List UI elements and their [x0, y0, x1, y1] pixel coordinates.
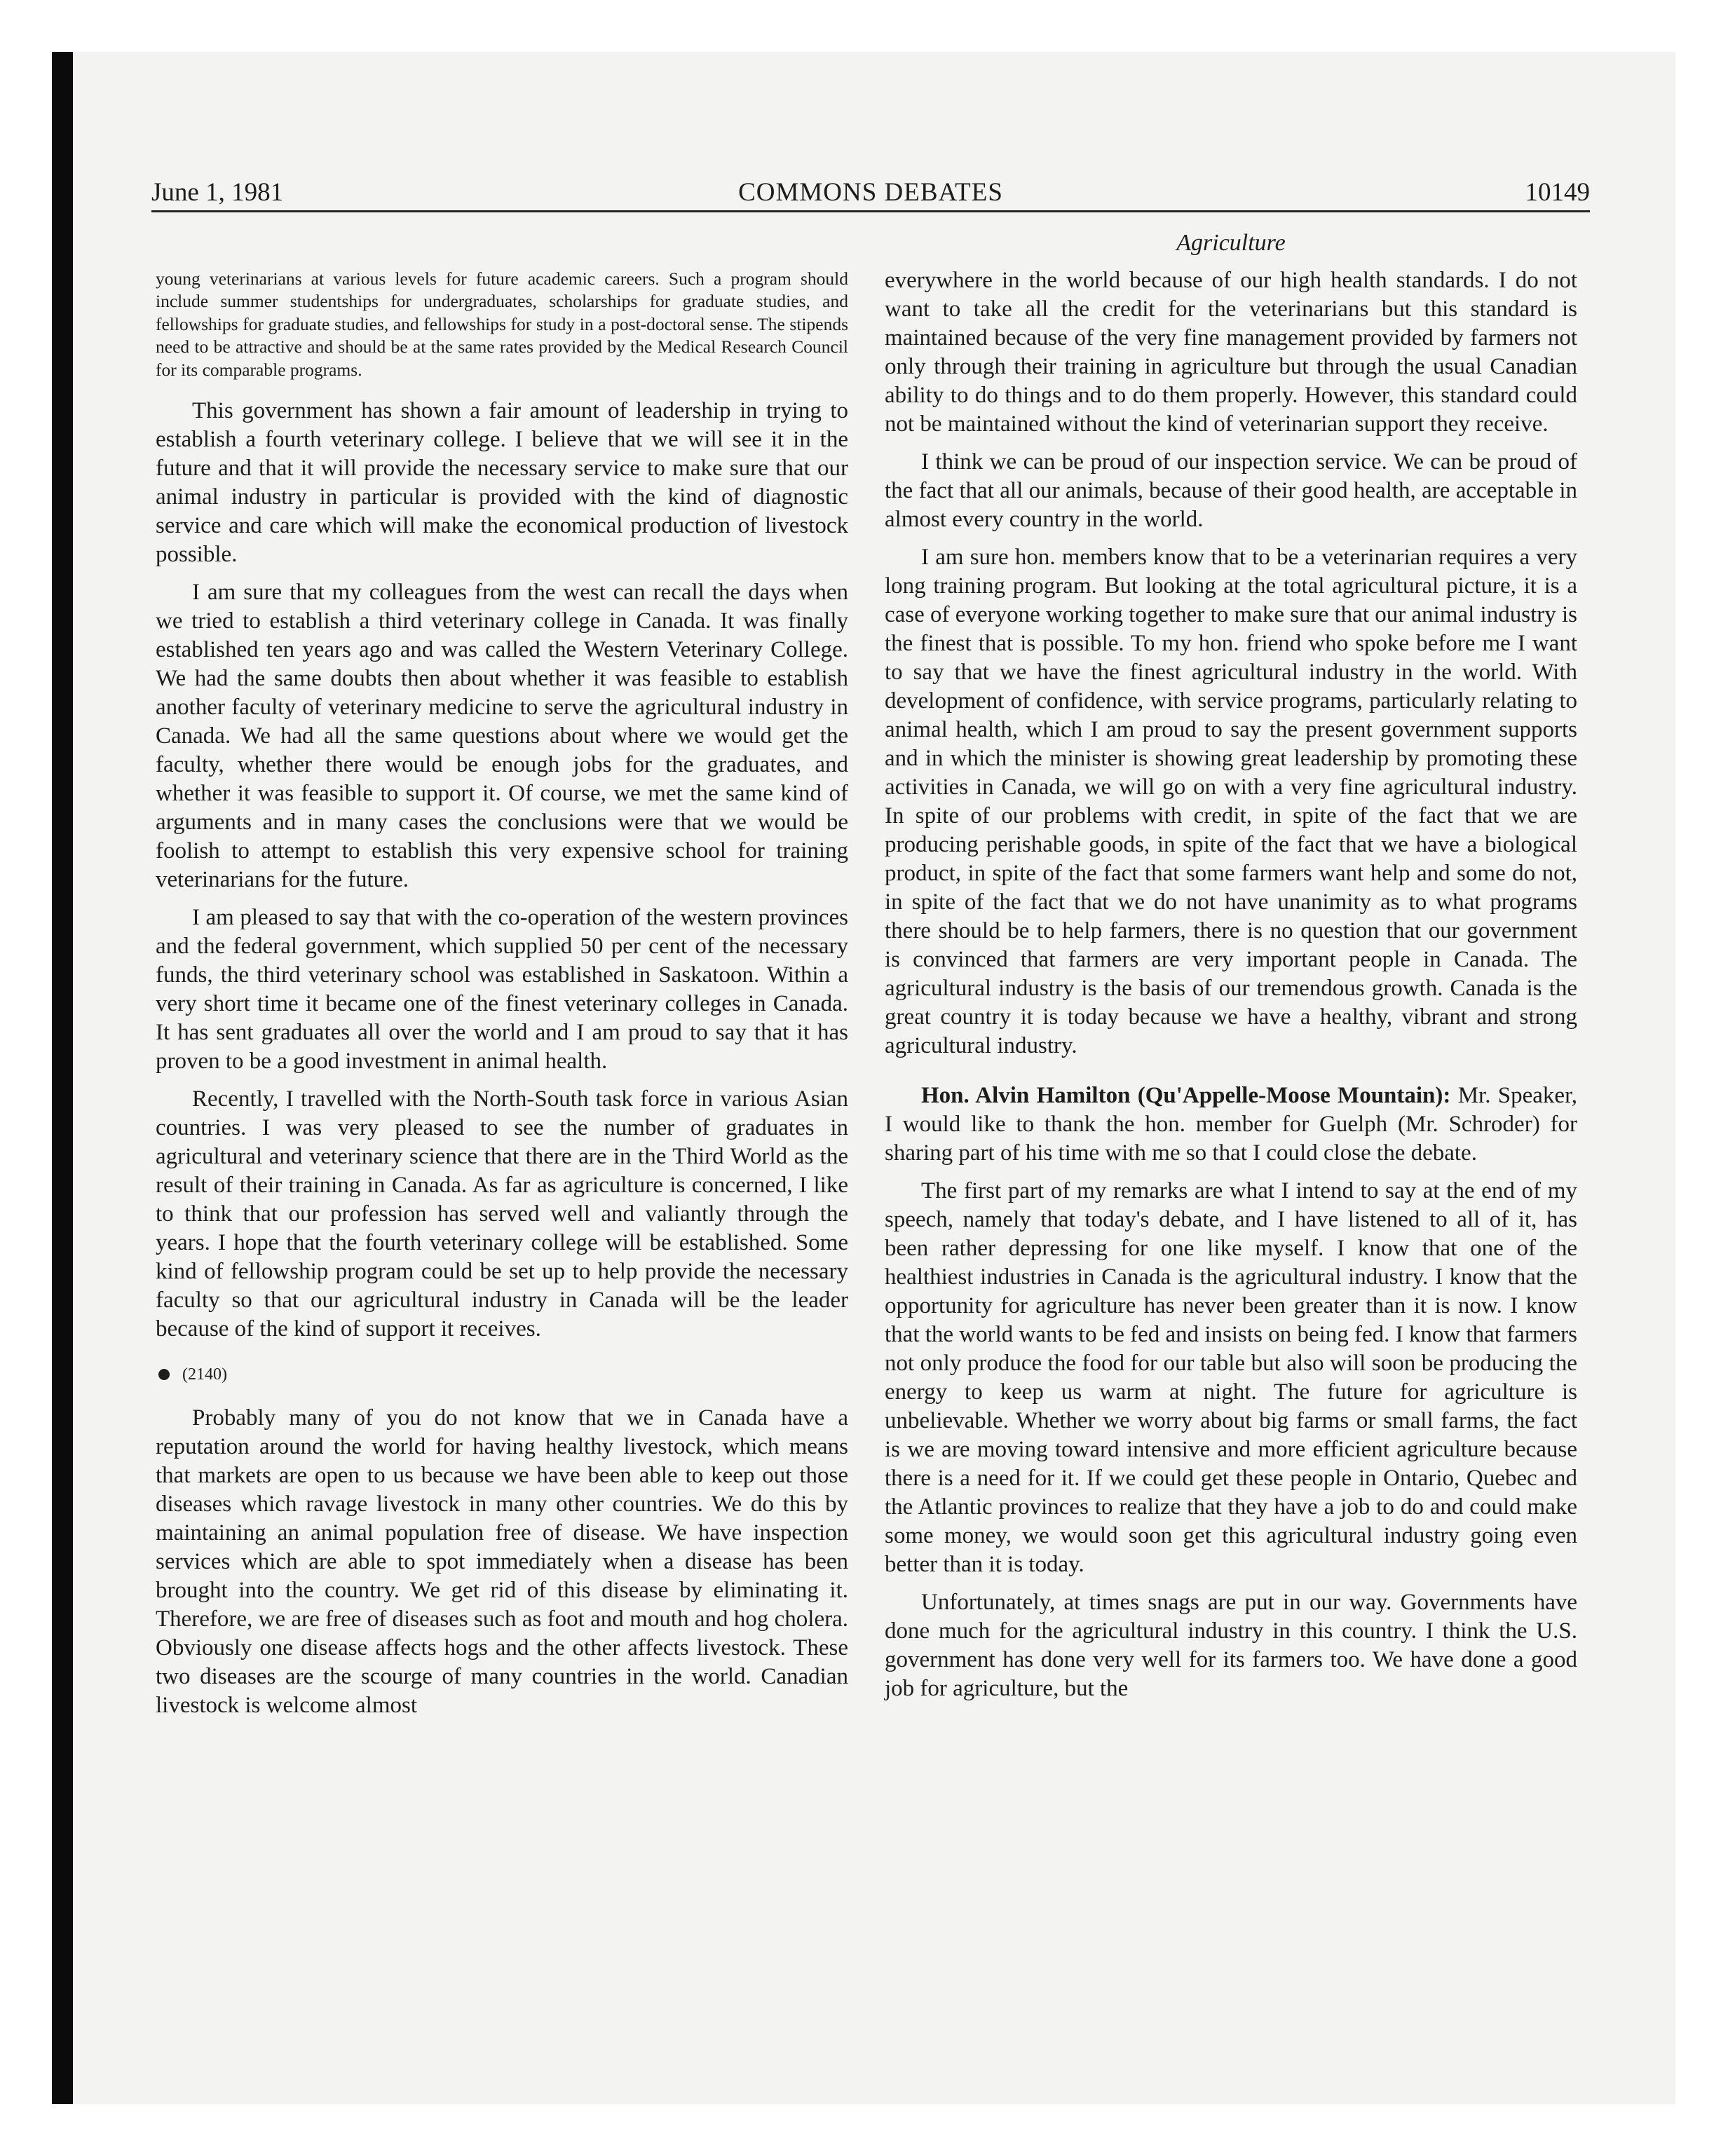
intro-paragraph: young veterinarians at various levels for future academic careers. Such a program should include summer studentships for undergraduates, scholarships for graduate studies, and fellowships for graduate studies, and fellowships for study in a post-doctoral sense. The stipends need to be attractive and should be at the same rates provided by the Medical Research Council for its comparable programs. [156, 268, 848, 380]
speaker-name: Hon. Alvin Hamilton (Qu'Appelle-Moose Mountain): [921, 1083, 1451, 1108]
paragraph: Unfortunately, at times snags are put in our way. Governments have done much for the agricultural industry in this country. I think the U.S. government has done very well for its farmers too. We have done a good job for agriculture, but the [885, 1590, 1577, 1701]
time-marker-label: (2140) [182, 1365, 227, 1384]
page-header [151, 175, 1590, 212]
header-date: June 1, 1981 [151, 178, 284, 207]
section-title: Agriculture [1176, 230, 1286, 256]
paragraph: I think we can be proud of our inspection service. We can be proud of the fact that all our animals, because of their good health, are acceptable in almost every country in the world. [885, 449, 1577, 532]
scan-border [52, 52, 73, 2104]
paragraph: The first part of my remarks are what I intend to say at the end of my speech, namely that today's debate, and I have listened to all of it, has been rather depressing for one like myself. I know that one of the healthiest industries in Canada is the agricultural industry. I know that the opportunity for agriculture has never been greater than it is now. I know that the world wants to be fed and insists on being fed. I know that farmers not only produce the food for our table but also will soon be producing the energy to keep us warm at night. The future for agriculture is unbelievable. Whether we worry about big farms or small farms, the fact is we are moving toward intensive and more efficient agriculture because there is a need for it. If we could get these people in Ontario, Quebec and the Atlantic provinces to realize that they have a job to do and could make some money, we would soon get this agricultural industry going even better than it is today. [885, 1178, 1577, 1577]
bullet-dot-icon [158, 1369, 170, 1380]
speaker-text: Mr. Speaker, I would like to thank the hon. member for Guelph (Mr. Schroder) for sharing part of his time with me so that I could close the debate. [885, 1083, 1577, 1166]
right-column [885, 226, 1577, 1712]
paragraph: This government has shown a fair amount of leadership in trying to establish a fourth veterinary college. I believe that we will see it in the future and that it will provide the necessary service to make sure that our animal industry in particular is provided with the kind of diagnostic service and care which will make the economical production of livestock possible. [156, 398, 848, 568]
paragraph: Probably many of you do not know that we in Canada have a reputation around the world for having healthy livestock, which means that markets are open to us because we have been able to keep out those diseases which ravage livestock in many other countries. We do this by maintaining an animal population free of disease. We have inspection services which are able to spot immediately when a disease has been brought into the country. We get rid of this disease by eliminating it. Therefore, we are free of diseases such as foot and mouth and hog cholera. Obviously one disease affects hogs and the other affects livestock. These two diseases are the scourge of many countries in the world. Canadian livestock is welcome almost [156, 1405, 848, 1719]
header-journal-title: COMMONS DEBATES [738, 178, 1003, 207]
left-column [156, 268, 848, 1729]
paragraph: I am pleased to say that with the co-operation of the western provinces and the federal government, which supplied 50 per cent of the necessary funds, the third veterinary school was established in Saskatoon. Within a very short time it became one of the finest veterinary colleges in Canada. It has sent graduates all over the world and I am proud to say that it has proven to be a good investment in animal health. [156, 905, 848, 1074]
time-marker [156, 1362, 848, 1387]
paragraph: Recently, I travelled with the North-South task force in various Asian countries. I was very pleased to see the number of graduates in agricultural and veterinary science that there are in the Third World as the result of their training in Canada. As far as agriculture is concerned, I like to think that our profession has served well and valiantly through the years. I hope that the fourth veterinary college will be established. Some kind of fellowship program could be set up to help provide the necessary faculty so that our agricultural industry in Canada will be the leader because of the kind of support it receives. [156, 1086, 848, 1342]
continuation-paragraph: everywhere in the world because of our high health standards. I do not want to take all the credit for the veterinarians but this standard is maintained because of the very fine management provided by farmers not only through their training in agriculture but through the usual Canadian ability to do things and to do them properly. However, this standard could not be maintained without the kind of veterinarian support they receive. [885, 268, 1577, 437]
header-page-number: 10149 [1525, 178, 1590, 207]
paragraph: I am sure hon. members know that to be a veterinarian requires a very long training program. But looking at the total agricultural picture, it is a case of everyone working together to make sure that our animal industry is the finest that is possible. To my hon. friend who spoke before me I want to say that we have the finest agricultural industry in the world. With development of confidence, with service programs, particularly relating to animal health, which I am proud to say the present government supports and in which the minister is showing great leadership by promoting these activities in Canada, we will go on with a very fine agricultural industry. In spite of our problems with credit, in spite of the fact that we are producing perishable goods, in spite of the fact that we have a biological product, in spite of the fact that some farmers want help and some do not, in spite of the fact that we do not have unanimity as to what programs there should be to help farmers, there is no question that our government is convinced that farmers are very important people in Canada. The agricultural industry is the basis of our tremendous growth. Canada is the great country it is today because we have a healthy, vibrant and strong agricultural industry. [885, 545, 1577, 1058]
paragraph: I am sure that my colleagues from the west can recall the days when we tried to establish a third veterinary college in Canada. It was finally established ten years ago and was called the Western Veterinary College. We had the same doubts then about whether it was feasible to establish another faculty of veterinary medicine to serve the agricultural industry in Canada. We had all the same questions about where we would get the faculty, whether there would be enough jobs for the graduates, and whether it was feasible to support it. Of course, we met the same kind of arguments and in many cases the conclusions were that we would be foolish to attempt to establish this very expensive school for training veterinarians for the future. [156, 580, 848, 893]
speaker-paragraph [885, 1082, 1577, 1168]
